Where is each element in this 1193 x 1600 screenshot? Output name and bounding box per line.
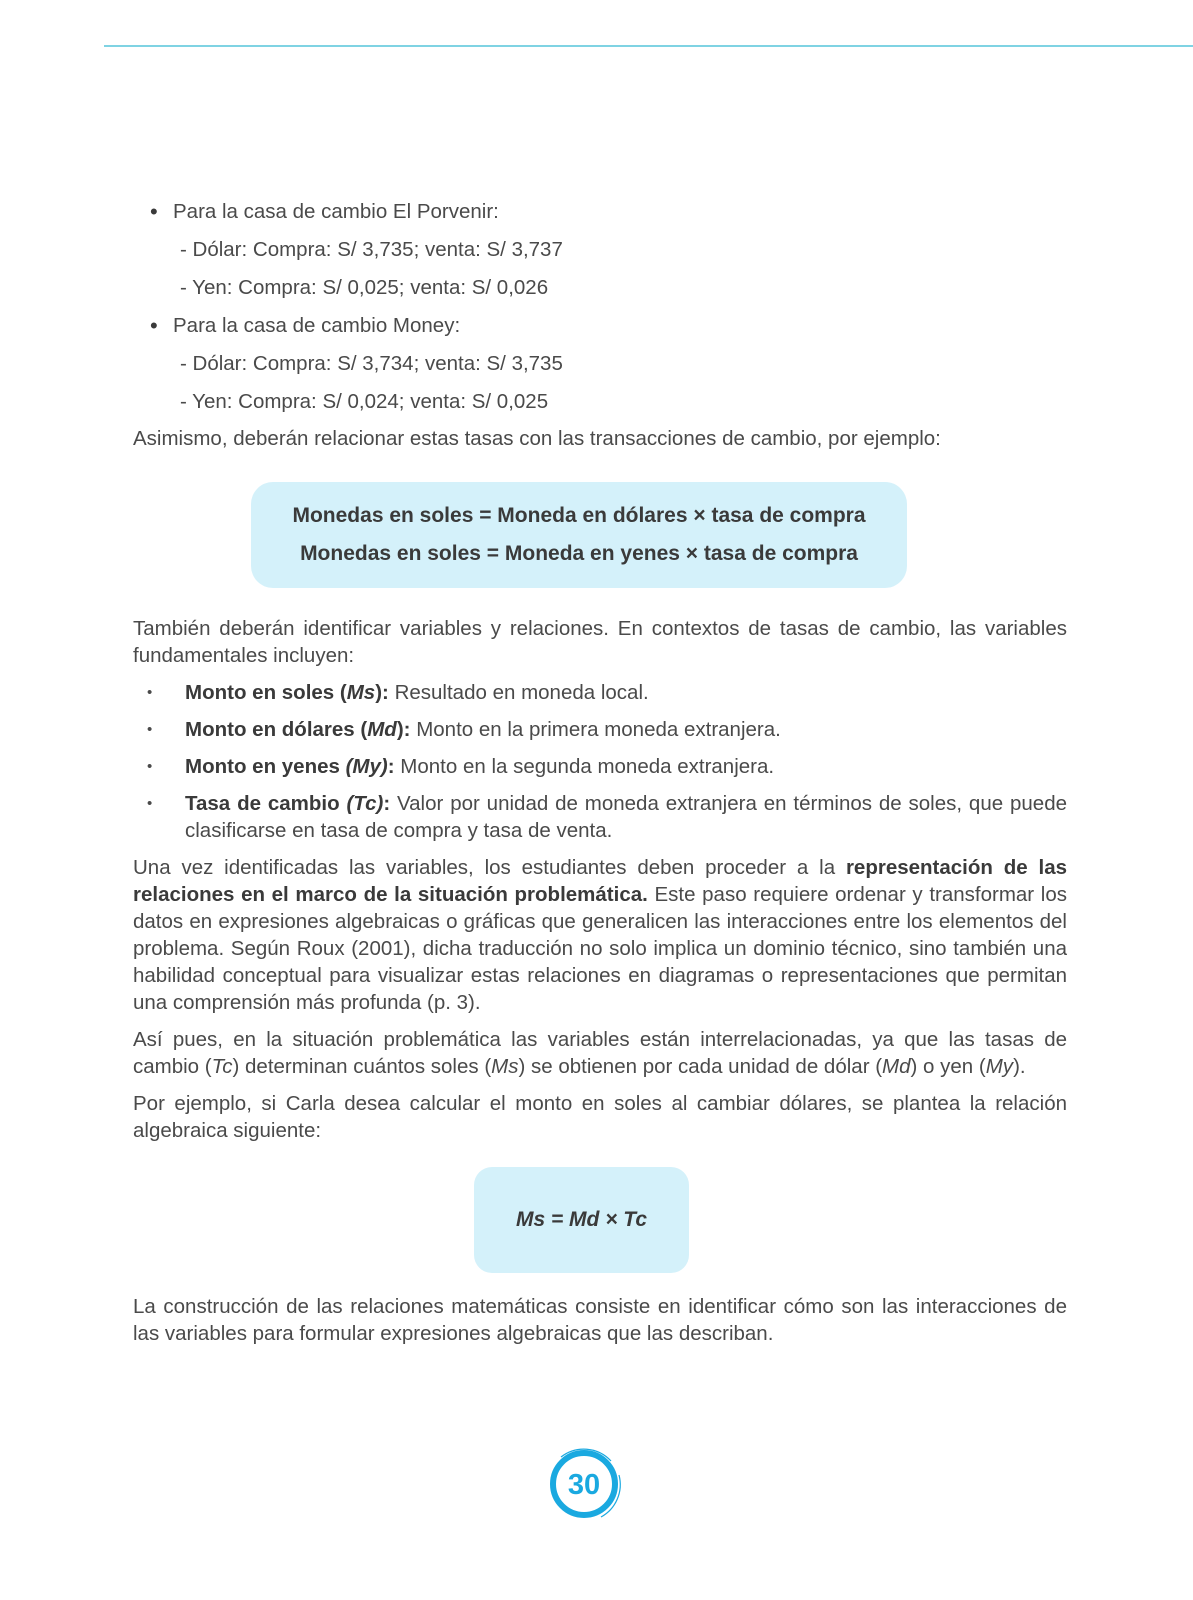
- bullet-dot: •: [147, 758, 153, 775]
- page-badge-rings-icon: [541, 1443, 628, 1525]
- formula-main: Ms = Md × Tc: [515, 1208, 648, 1231]
- bullet-dot: •: [150, 199, 158, 224]
- bullet-label: Para la casa de cambio El Porvenir:: [173, 200, 499, 223]
- variable-symbol: Ms: [346, 681, 376, 704]
- formula-line: Monedas en soles = Moneda en yenes × tasa de compra: [300, 542, 858, 565]
- variable-name: Monto en soles (: [185, 681, 347, 704]
- variable-description: Monto en la primera moneda extranjera.: [410, 718, 781, 741]
- formula-box-exchange: [251, 482, 907, 588]
- variables-intro: También deberán identificar variables y relaciones. En contextos de tasas de cambio, las variables fundamentales incluyen:: [133, 617, 1067, 667]
- variable-symbol: (My): [345, 755, 388, 778]
- variable-name: Monto en dólares (: [185, 718, 368, 741]
- variable-symbol: (Tc): [346, 792, 384, 815]
- sub-item-dolar: - Dólar: Compra: S/ 3,734; venta: S/ 3,735: [180, 352, 563, 375]
- paragraph-interrelated: [133, 1026, 1067, 1080]
- variable-symbol: Tc: [211, 1055, 233, 1078]
- variable-symbol: Ms: [491, 1055, 519, 1078]
- paragraph-emphasis: representación de las relaciones en el marco de la situación problemática.: [133, 856, 1068, 906]
- paragraph-text: Así pues, en la situación problemática las variables están interrelacionadas, ya que las tasas de cambio (: [133, 1028, 1067, 1078]
- variable-description: Resultado en moneda local.: [388, 681, 649, 704]
- variable-item-my: [133, 753, 1067, 780]
- bullet-money: [133, 311, 1067, 349]
- paragraph-construction: La construcción de las relaciones matemáticas consiste en identificar cómo son las interacciones de las variables para formular expresiones algebraicas que las describan.: [133, 1295, 1067, 1345]
- variable-name: Monto en yenes: [185, 755, 346, 778]
- paragraph-text: Este paso requiere ordenar y transformar los datos en expresiones algebraicas o gráficas que generalicen las interacciones entre los elementos del problema. Según Roux (2001), dicha traducción no solo implica un dominio técnico, sino también una habilidad conceptual para visualizar estas relaciones en diagramas o representaciones que permitan una comprensión más profunda (p. 3).: [133, 883, 1067, 1014]
- variable-name-end: ):: [375, 681, 389, 704]
- intro-relations: Asimismo, deberán relacionar estas tasas con las transacciones de cambio, por ejemplo:: [133, 427, 941, 450]
- sub-item-dolar: - Dólar: Compra: S/ 3,735; venta: S/ 3,737: [180, 238, 563, 261]
- variable-name-end: ):: [396, 718, 411, 741]
- bullet-dot: •: [147, 795, 153, 812]
- page-number: 30: [567, 1469, 601, 1501]
- paragraph-text: ) se obtienen por cada unidad de dólar (: [518, 1055, 883, 1078]
- bullet-dot: •: [147, 721, 153, 738]
- variable-item-tc: [133, 790, 1067, 844]
- paragraph-text: ).: [1013, 1055, 1026, 1078]
- sub-item-yen: - Yen: Compra: S/ 0,024; venta: S/ 0,025: [180, 390, 549, 413]
- header-rule: [104, 45, 1193, 47]
- variable-symbol: My: [985, 1055, 1014, 1078]
- variable-description: Monto en la segunda moneda extranjera.: [394, 755, 775, 778]
- variable-name-end: :: [387, 755, 395, 778]
- variable-name: Tasa de cambio: [185, 792, 347, 815]
- bullet-dot: •: [147, 684, 153, 701]
- variable-symbol: Md: [367, 718, 397, 741]
- variable-item-ms: [133, 679, 1067, 706]
- paragraph-text: Una vez identificadas las variables, los estudiantes deben proceder a la: [133, 856, 846, 879]
- variables-list: [133, 679, 1067, 844]
- paragraph-example: Por ejemplo, si Carla desea calcular el monto en soles al cambiar dólares, se plantea la relación algebraica siguiente:: [133, 1092, 1067, 1142]
- bullet-dot: •: [150, 313, 158, 338]
- sub-item-yen: - Yen: Compra: S/ 0,025; venta: S/ 0,026: [180, 276, 549, 299]
- formula-line: Monedas en soles = Moneda en dólares × tasa de compra: [292, 504, 866, 527]
- bullet-label: Para la casa de cambio Money:: [173, 314, 461, 337]
- variable-description: Valor por unidad de moneda extranjera en términos de soles, que puede clasificarse en tasa de compra y tasa de venta.: [185, 792, 1068, 842]
- paragraph-representation: [133, 854, 1067, 1016]
- paragraph-text: ) o yen (: [910, 1055, 986, 1078]
- paragraph-text: ) determinan cuántos soles (: [232, 1055, 492, 1078]
- variable-item-md: [133, 716, 1067, 743]
- page-number-badge: [541, 1443, 628, 1525]
- variable-symbol: Md: [882, 1055, 911, 1078]
- page-content: [133, 197, 1067, 1347]
- variable-name-end: :: [383, 792, 391, 815]
- bullet-el-porvenir: [133, 197, 1067, 235]
- formula-box-main: [474, 1167, 689, 1273]
